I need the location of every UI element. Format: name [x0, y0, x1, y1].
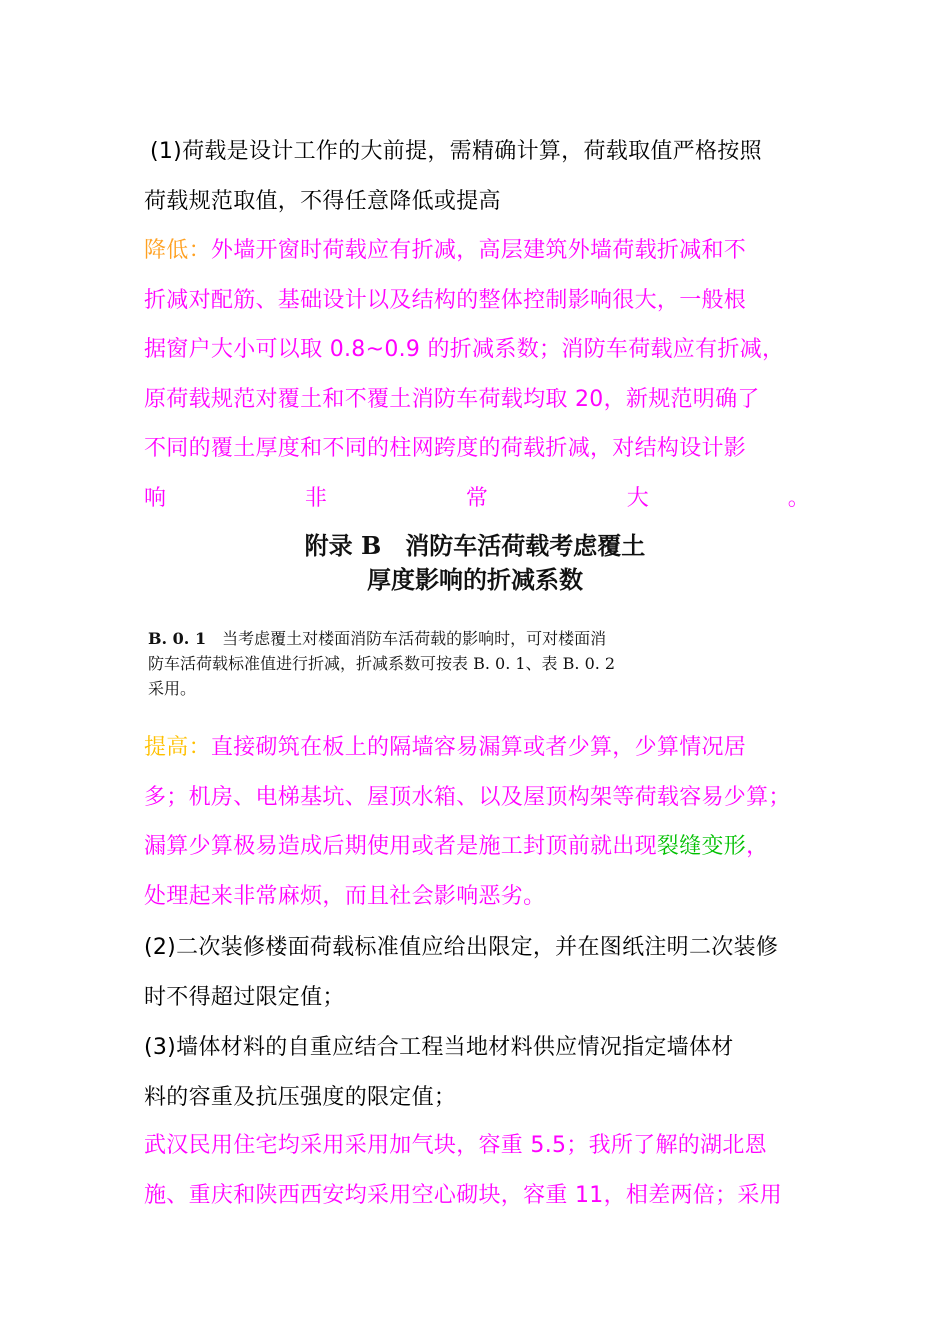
text-line: [144, 822, 810, 872]
appendix-clause: [148, 626, 748, 701]
clause-line: 采用。: [148, 679, 197, 698]
text-line: 不同的覆土厚度和不同的柱网跨度的荷载折减，对结构设计影: [144, 436, 747, 461]
text-line: 处理起来非常麻烦，而且社会影响恶劣。: [144, 883, 546, 909]
text-line: 施、重庆和陕西西安均采用空心砌块，容重 11，相差两倍；采用: [144, 1182, 782, 1208]
text-line: 武汉民用住宅均采用采用加气块，容重 5.5；我所了解的湖北恩: [144, 1133, 767, 1158]
text-line: (1)荷载是设计工作的大前提，需精确计算，荷载取值严格按照: [150, 139, 762, 164]
clause-number: B. 0. 1: [148, 629, 207, 648]
clause-text: 当考虑覆土对楼面消防车活荷载的影响时，可对楼面消: [222, 629, 607, 648]
paragraph-load-premise: [144, 127, 810, 226]
text-line: [144, 226, 810, 276]
appendix-title-line1: 附录 B 消防车活荷载考虑覆土: [304, 531, 646, 560]
text-line: 多；机房、电梯基坑、屋顶水箱、以及屋顶构架等荷载容易少算；: [144, 784, 791, 810]
text-span: 外墙开窗时荷载应有折减，高层建筑外墙荷载折减和不: [210, 238, 747, 263]
text-span: ，: [746, 834, 769, 859]
paragraph-reduction: [144, 226, 810, 523]
clause-line: [148, 626, 748, 651]
paragraph-wall-density: [144, 1121, 810, 1220]
text-line: (2)二次装修楼面荷载标准值应给出限定，并在图纸注明二次装修: [144, 935, 779, 960]
text-line: 荷载规范取值，不得任意降低或提高: [144, 188, 501, 214]
text-line: 原荷载规范对覆土和不覆土消防车荷载均取 20，新规范明确了: [144, 386, 760, 412]
char: 大: [626, 485, 650, 511]
text-line: 折减对配筋、基础设计以及结构的整体控制影响很大，一般根: [144, 287, 747, 313]
char: 常: [465, 485, 489, 511]
label-increase: 提高：: [144, 735, 211, 760]
char: 响: [144, 485, 167, 511]
char: 。: [787, 485, 810, 511]
text-span: 直接砌筑在板上的隔墙容易漏算或者少算，少算情况居: [210, 735, 747, 760]
text-line: 料的容重及抗压强度的限定值；: [144, 1084, 457, 1110]
label-reduction: 降低：: [144, 238, 211, 263]
text-span: 漏算少算极易造成后期使用或者是施工封顶前就出现: [144, 834, 657, 859]
clause-line: 防车活荷载标准值进行折减，折减系数可按表 B. 0. 1、表 B. 0. 2: [148, 654, 616, 673]
paragraph-increase: [144, 723, 810, 921]
text-line: 时不得超过限定值；: [144, 984, 345, 1010]
text-line-spread: [144, 474, 810, 524]
text-line: (3)墙体材料的自重应结合工程当地材料供应情况指定墙体材: [144, 1035, 734, 1060]
highlight-crack: 裂缝变形: [656, 834, 747, 859]
appendix-title-line2: 厚度影响的折减系数: [367, 565, 583, 594]
text-line: [144, 723, 810, 773]
text-line: 据窗户大小可以取 0.8~0.9 的折减系数；消防车荷载应有折减，: [144, 337, 785, 362]
char: 非: [304, 485, 328, 511]
paragraph-decoration-load: [144, 923, 810, 1022]
paragraph-wall-material: [144, 1023, 810, 1122]
